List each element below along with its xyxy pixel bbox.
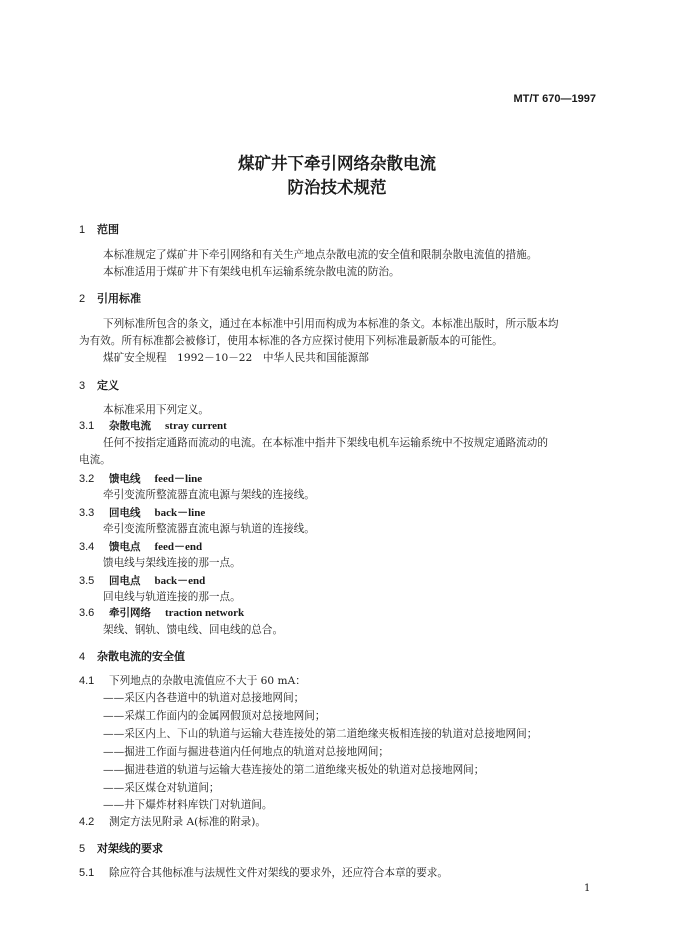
section-number: 5 — [79, 843, 86, 855]
clause-term-en: feed－line — [154, 473, 203, 485]
standard-code: MT/T 670—1997 — [513, 93, 596, 105]
list-item: ——采区煤仓对轨道间； — [103, 782, 220, 794]
clause-term-en: traction network — [165, 607, 245, 619]
clause-term-en: stray current — [165, 420, 227, 432]
section-title: 引用标准 — [97, 292, 141, 305]
doc-title-line1: 煤矿井下牵引网络杂散电流 — [238, 154, 436, 173]
section-heading-4 — [79, 648, 185, 664]
definition: 馈电线与架线连接的那一点。 — [103, 557, 241, 569]
clause-3-6 — [79, 605, 244, 620]
clause-text: 除应符合其他标准与法规性文件对架线的要求外，还应符合本章的要求。 — [109, 867, 448, 879]
clause-number: 3.3 — [79, 507, 95, 519]
page-number: 1 — [584, 883, 591, 894]
clause-text: 测定方法见附录 A(标准的附录)。 — [109, 816, 267, 828]
section-title: 定义 — [97, 379, 119, 392]
clause-term-en: back－end — [154, 575, 206, 587]
definition: 牵引变流所整流器直流电源与轨道的连接线。 — [103, 523, 315, 535]
section-number: 2 — [79, 293, 86, 305]
section-heading-1 — [79, 221, 119, 237]
clause-term: 馈电线 — [109, 473, 141, 485]
doc-title-line2: 防治技术规范 — [287, 178, 387, 197]
list-item: ——采区内各巷道中的轨道对总接地网间； — [103, 692, 305, 704]
paragraph: 为有效。所有标准都会被修订，使用本标准的各方应探讨使用下列标准最新版本的可能性。 — [79, 335, 503, 347]
clause-3-5 — [79, 572, 205, 588]
section-heading-5 — [79, 840, 163, 856]
clause-text: 下列地点的杂散电流值应不大于 60 mA： — [109, 675, 306, 687]
section-number: 1 — [79, 224, 86, 236]
definition: 任何不按指定通路而流动的电流。在本标准中指井下架线电机车运输系统中不按规定通路流动的 — [103, 437, 548, 449]
clause-4-1 — [79, 673, 306, 688]
section-heading-2 — [79, 290, 141, 306]
clause-3-2 — [79, 470, 202, 486]
clause-number: 3.6 — [79, 607, 95, 619]
definition: 牵引变流所整流器直流电源与架线的连接线。 — [103, 489, 315, 501]
definition: 电流。 — [79, 454, 111, 466]
section-number: 3 — [79, 380, 86, 392]
clause-3-4 — [79, 538, 202, 554]
section-title: 对架线的要求 — [97, 842, 163, 855]
clause-term: 回电线 — [109, 507, 141, 519]
clause-term: 馈电点 — [109, 541, 141, 553]
clause-term: 回电点 — [109, 575, 141, 587]
clause-number: 3.2 — [79, 473, 95, 485]
paragraph: 本标准规定了煤矿井下牵引网络和有关生产地点杂散电流的安全值和限制杂散电流值的措施。 — [103, 249, 538, 261]
clause-term: 杂散电流 — [109, 420, 151, 432]
section-title: 杂散电流的安全值 — [97, 650, 185, 663]
clause-number: 5.1 — [79, 867, 95, 879]
clause-number: 3.5 — [79, 575, 95, 587]
clause-4-2 — [79, 814, 266, 829]
clause-number: 3.1 — [79, 420, 95, 432]
clause-number: 4.2 — [79, 816, 95, 828]
section-number: 4 — [79, 651, 86, 663]
clause-5-1 — [79, 865, 448, 880]
reference-entry: 煤矿安全规程 1992－10－22 中华人民共和国能源部 — [103, 352, 369, 364]
paragraph: 本标准适用于煤矿井下有架线电机车运输系统杂散电流的防治。 — [103, 266, 400, 278]
clause-number: 3.4 — [79, 541, 95, 553]
section-title: 范围 — [97, 223, 119, 236]
clause-number: 4.1 — [79, 675, 95, 687]
list-item: ——采区内上、下山的轨道与运输大巷连接处的第二道绝缘夹板相连接的轨道对总接地网间； — [103, 728, 538, 740]
list-item: ——井下爆炸材料库铁门对轨道间。 — [103, 799, 273, 811]
section-heading-3 — [79, 377, 119, 393]
clause-3-3 — [79, 504, 205, 520]
clause-3-1 — [79, 418, 227, 433]
list-item: ——采煤工作面内的金属网假顶对总接地网间； — [103, 710, 326, 722]
definition: 架线、钢轨、馈电线、回电线的总合。 — [103, 624, 284, 636]
definition: 回电线与轨道连接的那一点。 — [103, 591, 241, 603]
list-item: ——掘进工作面与掘进巷道内任何地点的轨道对总接地网间； — [103, 746, 390, 758]
clause-term: 牵引网络 — [109, 607, 151, 619]
list-item: ——掘进巷道的轨道与运输大巷连接处的第二道绝缘夹板处的轨道对总接地网间； — [103, 764, 485, 776]
clause-term-en: back－line — [154, 507, 206, 519]
clause-term-en: feed－end — [154, 541, 203, 553]
paragraph: 下列标准所包含的条文，通过在本标准中引用而构成为本标准的条文。本标准出版时，所示版本均 — [103, 318, 559, 330]
paragraph: 本标准采用下列定义。 — [103, 404, 209, 416]
